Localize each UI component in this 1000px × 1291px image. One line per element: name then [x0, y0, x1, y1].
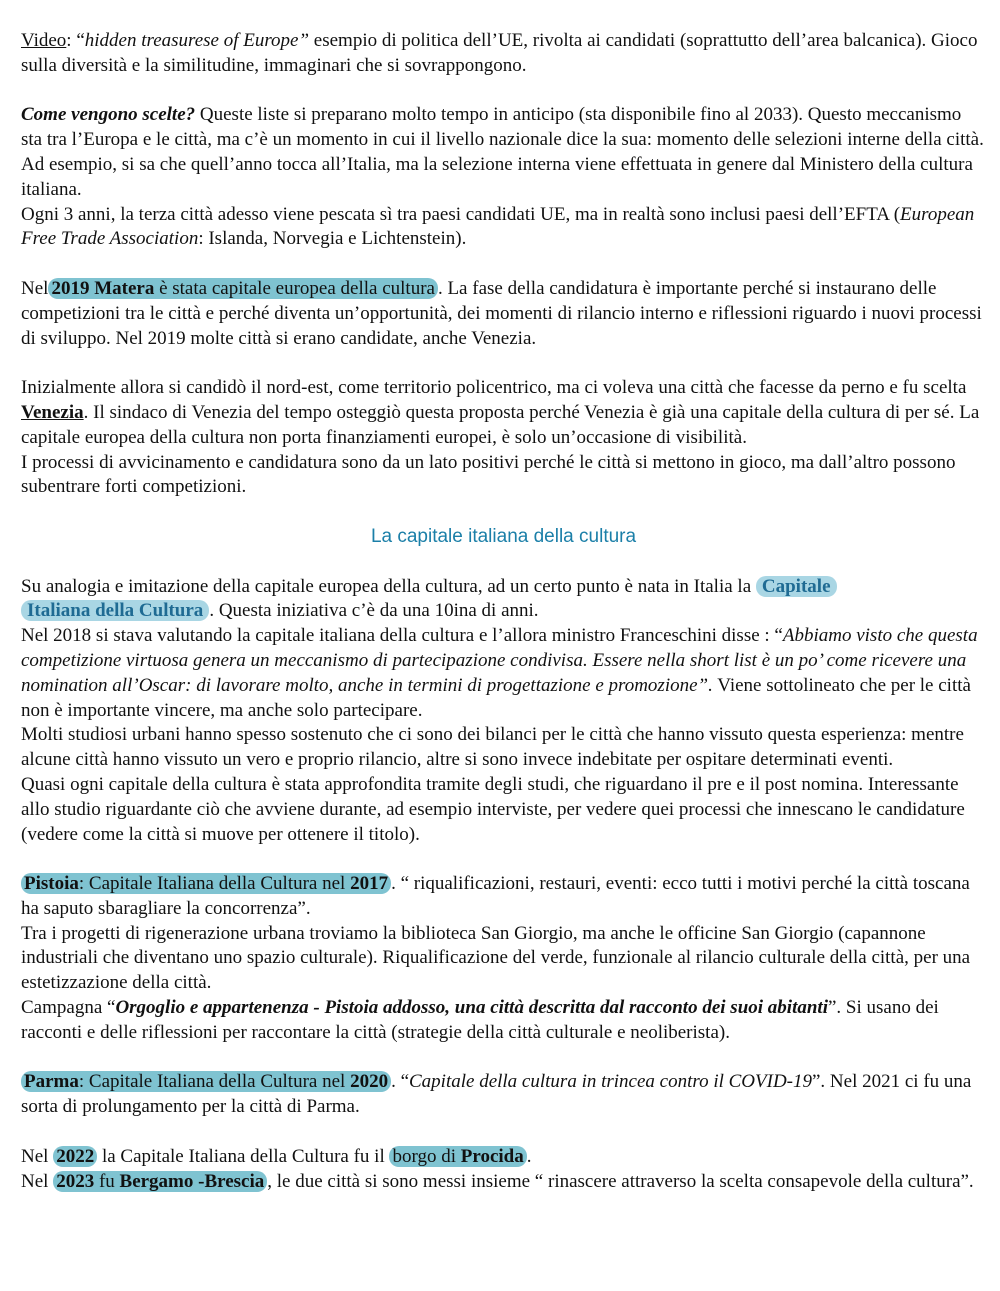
- text: Queste liste si preparano molto tempo in anticipo (sta disponibile fino al 2033). Questo meccanismo sta tra l’Europa e le città, ma c’è un momento in cui il livello nazionale dice la sua: momento delle selezioni interne della città. Ad esempio, si sa che quell’anno tocca all’Italia, ma la selezione interna viene effettuata in genere dal Ministero della cultura italiana.: [21, 104, 984, 200]
- bold-text: Bergamo -Brescia: [119, 1170, 265, 1192]
- paragraph-procida-bergamo: [21, 1145, 986, 1195]
- text: Nel: [21, 1145, 54, 1167]
- text: la Capitale Italiana della Cultura fu il: [97, 1145, 390, 1167]
- campaign-title: Orgoglio e appartenenza - Pistoia addosso, una città descritta dal racconto dei suoi abitanti: [115, 997, 828, 1019]
- text: : Capitale Italiana della Cultura nel: [78, 873, 351, 895]
- text: esempio di politica dell’UE, rivolta ai candidati (soprattutto dell’area balcanica). Gioco sulla diversità e la similitudine, immaginari che si sovrappongono.: [21, 30, 978, 76]
- text: Nel: [21, 277, 49, 299]
- highlight-italiana: Italiana della Cultura: [21, 600, 209, 621]
- bold-text: Procida: [460, 1145, 524, 1167]
- bold-text: Pistoia: [24, 873, 79, 895]
- text: Campagna “: [21, 997, 116, 1019]
- document-page: [21, 29, 986, 1194]
- paragraph-venezia: [21, 376, 986, 500]
- text: borgo di: [392, 1145, 461, 1167]
- bold-text: 2019 Matera: [51, 277, 155, 299]
- text: . “: [391, 1071, 409, 1093]
- question-heading: Come vengono scelte?: [21, 104, 196, 126]
- paragraph-parma: [21, 1070, 986, 1120]
- text: Tra i progetti di rigenerazione urbana troviamo la biblioteca San Giorgio, ma anche le officine San Giorgio (capannone industriali che diventano uno spazio culturale). Riqualificazione del verde, funzionale al rilancio culturale della città, per una estetizzazione della città.: [21, 922, 971, 994]
- venezia-link[interactable]: Venezia: [21, 401, 84, 423]
- text: ”. Nel 2021 ci fu una sorta di prolungamento per la città di Parma.: [21, 1071, 972, 1118]
- highlight-pistoia: [21, 873, 391, 894]
- bold-text: Parma: [24, 1071, 79, 1093]
- paragraph-selection: [21, 103, 986, 252]
- text: Nel: [21, 1170, 54, 1192]
- paragraph-capitale-italiana: [21, 575, 986, 848]
- text: .: [526, 1145, 532, 1167]
- video-link[interactable]: Video: [21, 30, 67, 51]
- highlight-parma: [21, 1071, 391, 1092]
- section-heading: La capitale italiana della cultura: [370, 525, 637, 547]
- bold-text: 2017: [350, 873, 389, 895]
- bold-text: 2023: [56, 1170, 95, 1192]
- italic-title: Capitale della cultura in trincea contro il COVID-19: [409, 1071, 812, 1093]
- text: . La fase della candidatura è importante perché si instaurano delle competizioni tra le città e perché diventa un’opportunità, dei momenti di rilancio interno e riflessioni riguardo i nuovi processi di sviluppo. Nel 2019 molte città si erano candidate, anche Venezia.: [21, 277, 982, 349]
- paragraph-video: [21, 29, 986, 79]
- efta-italic: European Free Trade Association: [21, 203, 975, 250]
- paragraph-pistoia: [21, 872, 986, 1046]
- bold-text: 2020: [350, 1071, 389, 1093]
- highlight-capitale: Capitale: [756, 576, 837, 597]
- quote-italic: Abbiamo visto che questa competizione virtuosa genera un meccanismo di partecipazione condivisa. Essere nella short list è un po’ come ricevere una nomination all’Oscar: di lavorare molto, anche in termini di progettazione e promozione”.: [21, 625, 978, 696]
- highlight-2022: 2022: [53, 1146, 97, 1167]
- text: ”. Si usano dei racconti e delle riflessioni per raccontare la città (strategie della città culturale e neoliberista).: [21, 997, 939, 1043]
- text: Ogni 3 anni, la terza città adesso viene pescata sì tra paesi candidati UE, ma in realtà sono inclusi paesi dell’EFTA (: [21, 203, 901, 225]
- italic-title: hidden treasurese of Europe”: [84, 30, 310, 51]
- highlight-matera: [48, 278, 438, 299]
- text: : “: [66, 30, 85, 51]
- text: I processi di avvicinamento e candidatura sono da un lato positivi perché le città si mettono in gioco, ma dall’altro possono subentrare forti competizioni.: [21, 451, 956, 498]
- text: Molti studiosi urbani hanno spesso sostenuto che ci sono dei bilanci per le città che hanno vissuto questa esperienza: mentre alcune città hanno vissuto un vero e proprio rilancio, altre si sono invece indebitate per ospitare determinati eventi.: [21, 724, 964, 771]
- text: Quasi ogni capitale della cultura è stata approfondita tramite degli studi, che riguardano il pre e il post nomina. Interessante allo studio riguardante ciò che avviene durante, ad esempio interviste, per vedere quei processi che innescano le candidature (vedere come la città si muove per ottenere il titolo).: [21, 773, 965, 845]
- text: . Il sindaco di Venezia del tempo osteggiò questa proposta perché Venezia è già una capitale della cultura di per sé. La capitale europea della cultura non porta finanziamenti europei, è solo un’occasione di visibilità.: [21, 401, 980, 448]
- text: . Questa iniziativa c’è da una 10ina di anni.: [209, 600, 539, 622]
- text: è stata capitale europea della cultura: [154, 277, 435, 299]
- highlight-bergamo-brescia: [53, 1171, 267, 1192]
- text: Viene sottolineato che per le città non è importante vincere, ma anche solo partecipare.: [21, 674, 971, 721]
- text: Nel 2018 si stava valutando la capitale italiana della cultura e l’allora ministro Franceschini disse : “: [21, 625, 783, 647]
- text: : Islanda, Norvegia e Lichtenstein).: [198, 228, 467, 250]
- text: Su analogia e imitazione della capitale europea della cultura, ad un certo punto è nata in Italia la: [21, 575, 756, 597]
- text: : Capitale Italiana della Cultura nel: [78, 1071, 351, 1093]
- text: fu: [94, 1170, 120, 1192]
- highlight-procida: [389, 1146, 526, 1167]
- text: , le due città si sono messi insieme “ rinascere attraverso la scelta consapevole della cultura”.: [267, 1170, 974, 1192]
- text: . “ riqualificazioni, restauri, eventi: ecco tutti i motivi perché la città toscana ha saputo sbaragliare la concorrenza”.: [21, 873, 970, 919]
- text: Inizialmente allora si candidò il nord-est, come territorio policentrico, ma ci voleva una città che facesse da perno e fu scelta: [21, 377, 967, 399]
- paragraph-matera: [21, 277, 986, 351]
